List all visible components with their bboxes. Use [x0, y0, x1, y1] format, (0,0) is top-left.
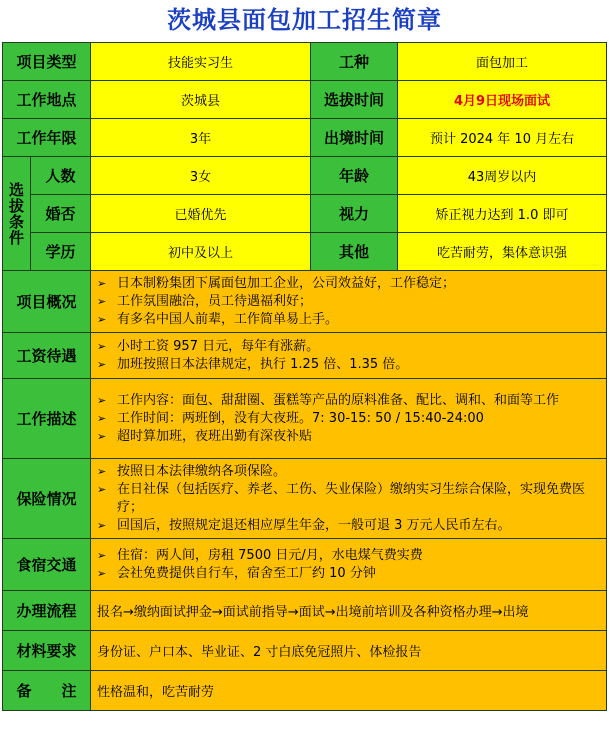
list-item: ➢ 工作氛围融洽，员工待遇福利好；	[97, 293, 313, 309]
list-item: ➢ 住宿：两人间，房租 7500 日元/月，水电煤气费实费	[97, 547, 423, 563]
row-remarks	[3, 671, 607, 711]
arrow-bullet-icon: ➢	[97, 312, 107, 326]
label-lodging: 食宿交通	[3, 539, 91, 591]
arrow-bullet-icon: ➢	[97, 357, 107, 371]
arrow-bullet-icon: ➢	[97, 393, 107, 407]
selection-criteria-label	[3, 157, 31, 271]
value-vision: 矫正视力达到 1.0 即可	[398, 195, 607, 233]
label-materials: 材料要求	[3, 631, 91, 671]
label-age: 年龄	[311, 157, 398, 195]
arrow-bullet-icon: ➢	[97, 482, 107, 496]
arrow-bullet-icon: ➢	[97, 294, 107, 308]
row-lodging	[3, 539, 607, 591]
arrow-bullet-icon: ➢	[97, 548, 107, 562]
value-departure-time: 预计 2024 年 10 月左右	[398, 119, 607, 157]
overview-list	[91, 273, 606, 331]
materials-content: 身份证、户口本、毕业证、2 寸白底免冠照片、体检报告	[91, 631, 607, 671]
value-education: 初中及以上	[91, 233, 311, 271]
list-item: ➢ 按照日本法律缴纳各项保险。	[97, 463, 287, 479]
row-salary	[3, 333, 607, 379]
row-overview	[3, 271, 607, 333]
insurance-content	[91, 459, 607, 539]
salary-list	[91, 336, 606, 376]
row-materials	[3, 631, 607, 671]
row-work-description	[3, 379, 607, 459]
label-education: 学历	[31, 233, 91, 271]
work-description-list	[91, 390, 606, 448]
row-project-type	[3, 43, 607, 81]
label-project-type: 项目类型	[3, 43, 91, 81]
row-education	[3, 233, 607, 271]
value-age: 43周岁以内	[398, 157, 607, 195]
arrow-bullet-icon: ➢	[97, 566, 107, 580]
list-item: ➢ 日本制粉集团下属面包加工企业，公司效益好，工作稳定；	[97, 275, 456, 291]
lodging-list	[91, 545, 606, 585]
value-job-type: 面包加工	[398, 43, 607, 81]
recruitment-table	[2, 42, 607, 711]
list-item: ➢ 在日社保（包括医疗、养老、工伤、失业保险）缴纳实习生综合保险，实现免费医疗；	[97, 481, 586, 515]
label-departure-time: 出境时间	[311, 119, 398, 157]
label-vision: 视力	[311, 195, 398, 233]
value-headcount: 3女	[91, 157, 311, 195]
work-description-content	[91, 379, 607, 459]
list-item: ➢ 会社免费提供自行车，宿舍至工厂约 10 分钟	[97, 565, 376, 581]
list-item: ➢ 有多名中国人前辈，工作简单易上手。	[97, 311, 339, 327]
page-title: 茨城县面包加工招生简章	[167, 6, 442, 34]
overview-content	[91, 271, 607, 333]
label-work-years: 工作年限	[3, 119, 91, 157]
row-work-location	[3, 81, 607, 119]
list-item: ➢ 回国后，按照规定退还相应厚生年金，一般可退 3 万元人民币左右。	[97, 517, 511, 533]
arrow-bullet-icon: ➢	[97, 518, 107, 532]
selection-criteria-text: 选拔条件	[7, 181, 25, 246]
value-selection-time: 4月9日现场面试	[398, 81, 607, 119]
lodging-content	[91, 539, 607, 591]
arrow-bullet-icon: ➢	[97, 429, 107, 443]
row-process	[3, 591, 607, 631]
list-item: ➢ 加班按照日本法律规定，执行 1.25 倍、1.35 倍。	[97, 356, 409, 372]
insurance-list	[91, 461, 606, 537]
label-remarks: 备 注	[3, 671, 91, 711]
label-headcount: 人数	[31, 157, 91, 195]
label-marital: 婚否	[31, 195, 91, 233]
label-other: 其他	[311, 233, 398, 271]
list-item: ➢ 超时算加班，夜班出勤有深夜补贴	[97, 428, 313, 444]
process-content: 报名→缴纳面试押金→面试前指导→面试→出境前培训及各种资格办理→出境	[91, 591, 607, 631]
label-job-type: 工种	[311, 43, 398, 81]
label-selection-time: 选拔时间	[311, 81, 398, 119]
value-work-location: 茨城县	[91, 81, 311, 119]
value-other: 吃苦耐劳，集体意识强	[398, 233, 607, 271]
label-salary: 工资待遇	[3, 333, 91, 379]
arrow-bullet-icon: ➢	[97, 276, 107, 290]
remarks-content: 性格温和，吃苦耐劳	[91, 671, 607, 711]
row-marital	[3, 195, 607, 233]
label-work-description: 工作描述	[3, 379, 91, 459]
label-insurance: 保险情况	[3, 459, 91, 539]
list-item: ➢ 工作内容：面包、甜甜圈、蛋糕等产品的原料准备、配比、调和、和面等工作	[97, 392, 560, 408]
row-work-years	[3, 119, 607, 157]
row-insurance	[3, 459, 607, 539]
arrow-bullet-icon: ➢	[97, 411, 107, 425]
list-item: ➢ 工作时间：两班倒，没有大夜班。7: 30-15: 50 / 15:40-24:00	[97, 410, 484, 426]
salary-content	[91, 333, 607, 379]
list-item: ➢ 小时工资 957 日元，每年有涨薪。	[97, 338, 320, 354]
label-process: 办理流程	[3, 591, 91, 631]
value-project-type: 技能实习生	[91, 43, 311, 81]
label-overview: 项目概况	[3, 271, 91, 333]
label-work-location: 工作地点	[3, 81, 91, 119]
value-work-years: 3年	[91, 119, 311, 157]
value-marital: 已婚优先	[91, 195, 311, 233]
arrow-bullet-icon: ➢	[97, 339, 107, 353]
row-headcount	[3, 157, 607, 195]
arrow-bullet-icon: ➢	[97, 464, 107, 478]
